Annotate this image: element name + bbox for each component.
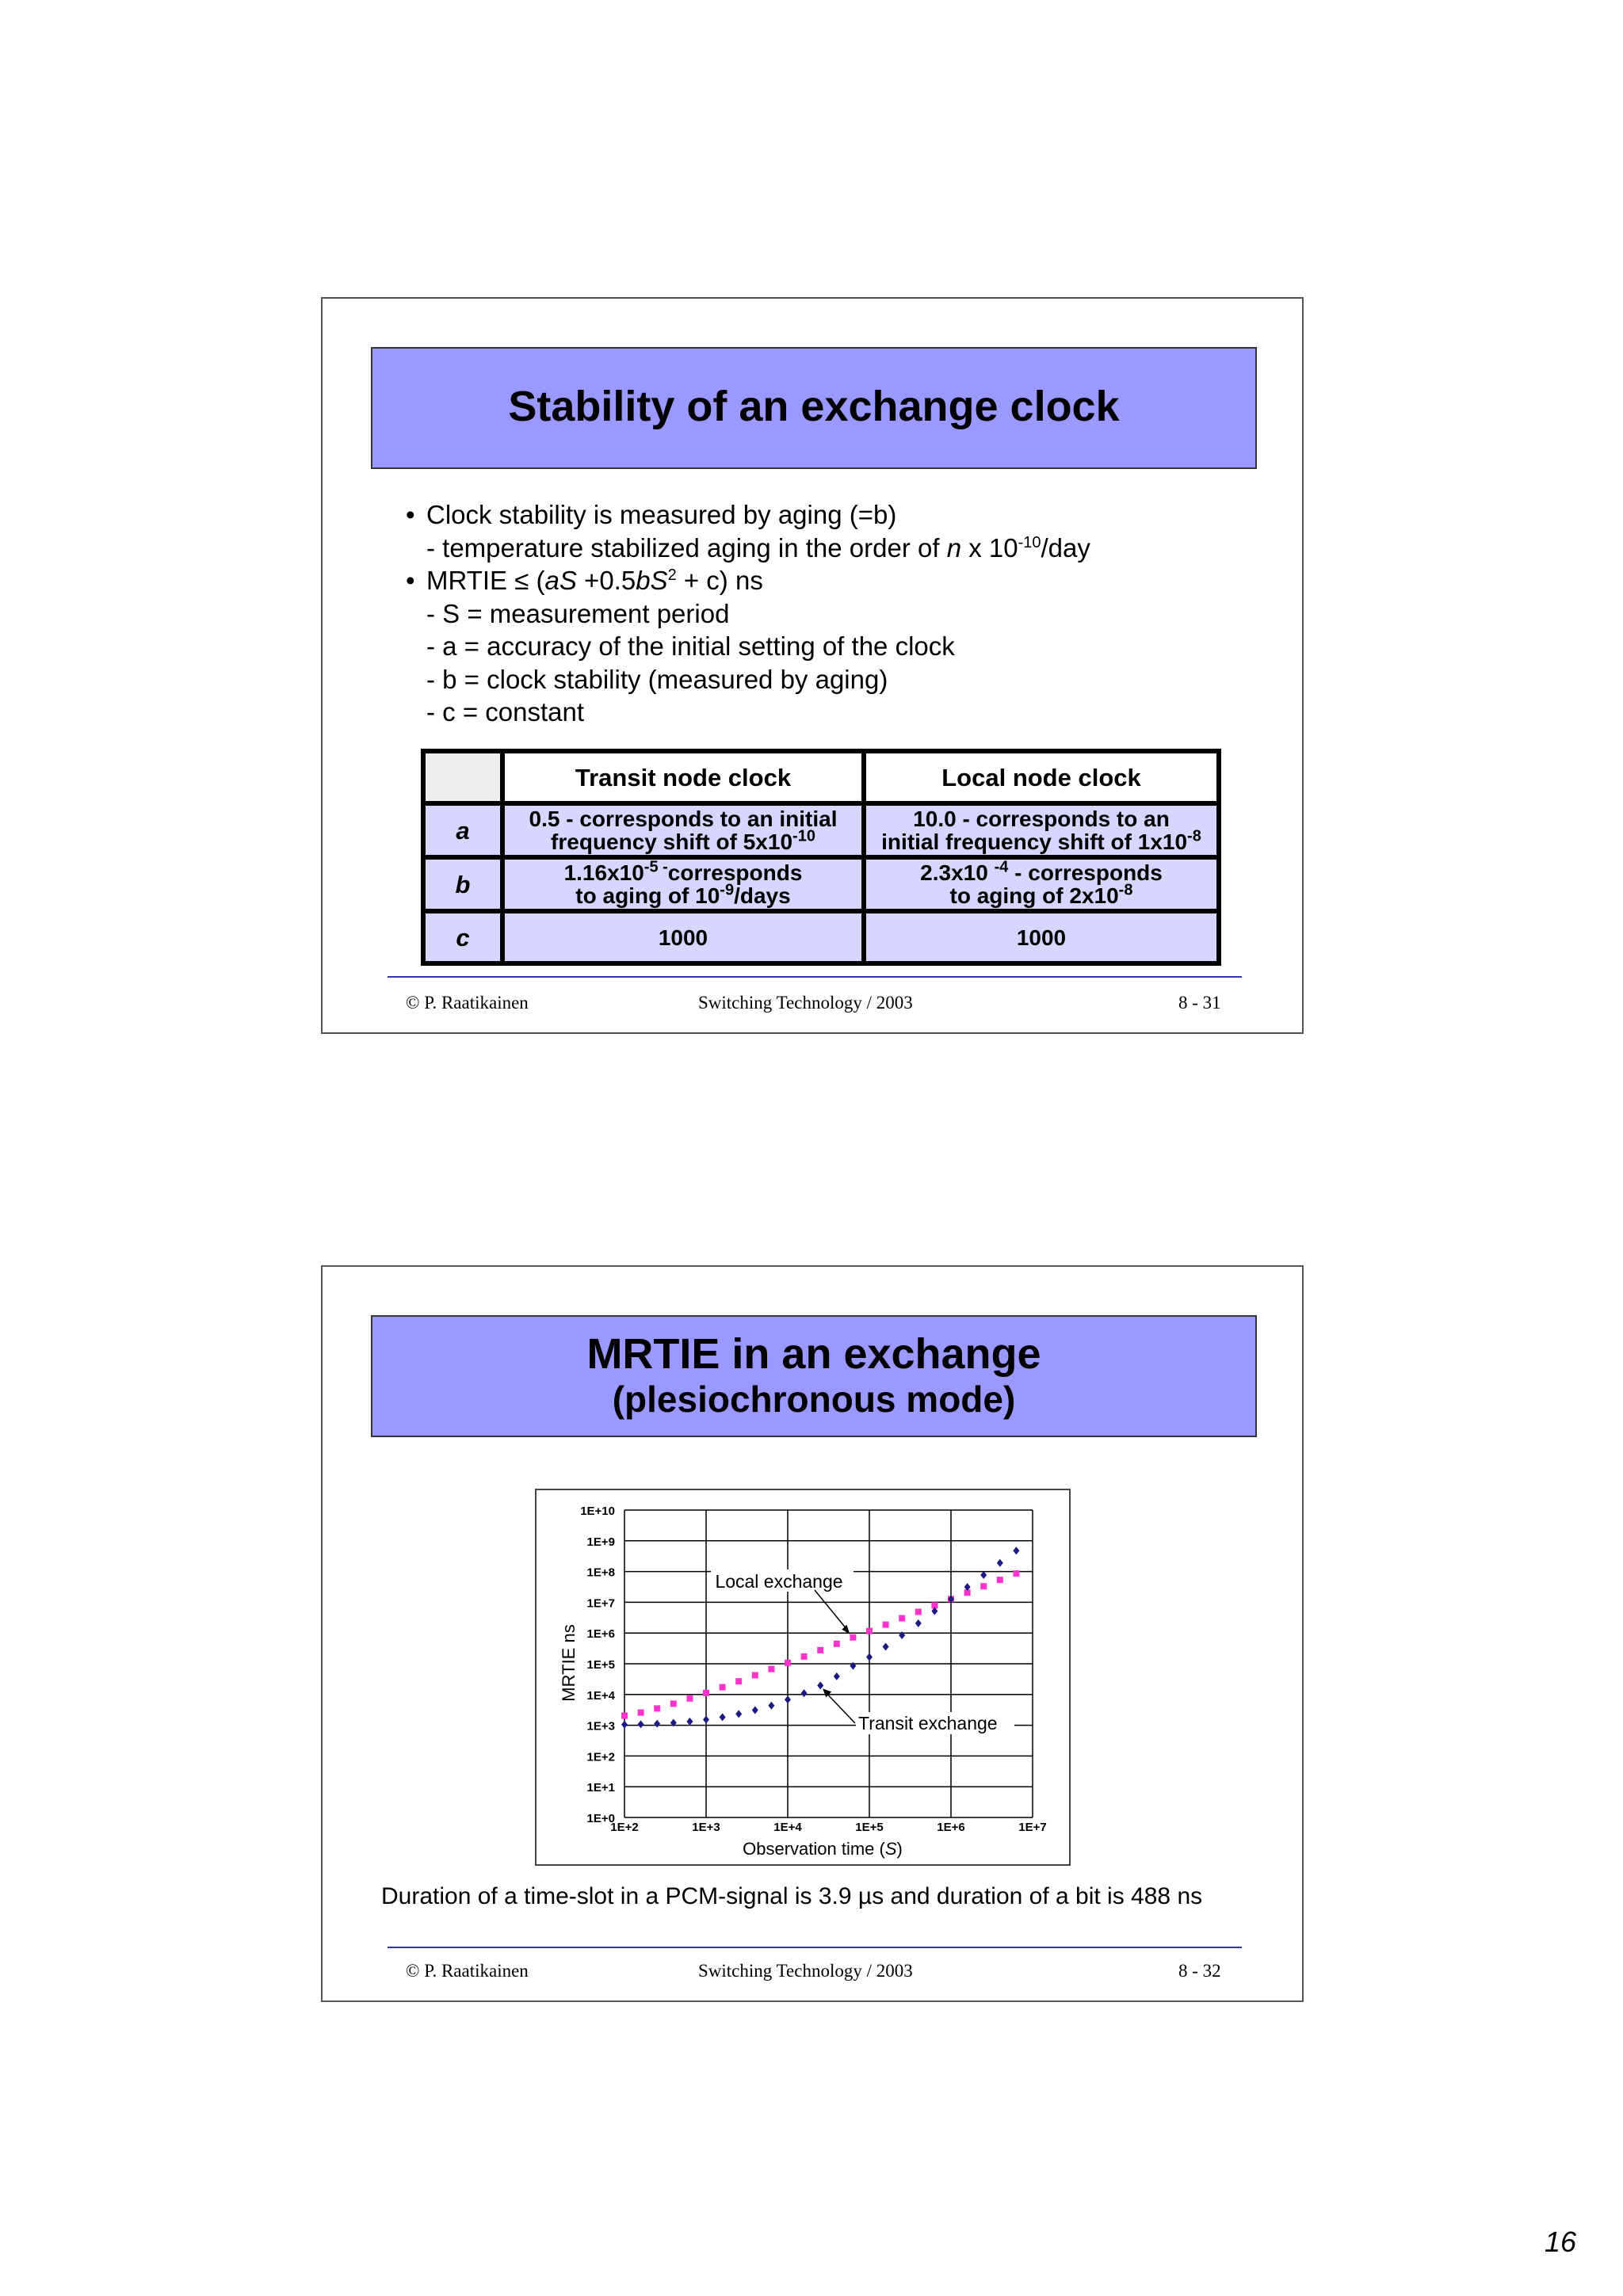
- cell-text: initial frequency shift of 1x10: [881, 830, 1188, 854]
- formula-part: + c) ns: [676, 566, 763, 595]
- bullet-item: [406, 498, 1090, 532]
- data-point-local: [899, 1615, 905, 1622]
- sub-text: - temperature stabilized aging in the order of: [426, 532, 947, 563]
- footer-rule: [388, 976, 1242, 978]
- data-point-local: [834, 1641, 840, 1647]
- mrtie-chart: [535, 1489, 1071, 1866]
- x-tick-label: 1E+2: [610, 1821, 639, 1834]
- y-axis-label: MRTIE ns: [559, 1624, 579, 1702]
- data-point-local: [621, 1713, 628, 1719]
- x-label-var: S: [884, 1839, 897, 1859]
- footer-author: © P. Raatikainen: [406, 1961, 529, 1981]
- slide-title-box: [371, 347, 1257, 469]
- data-point-local: [817, 1647, 823, 1653]
- table-cell: [864, 803, 1219, 857]
- y-tick-label: 1E+6: [586, 1627, 615, 1642]
- y-tick-label: 1E+8: [586, 1566, 615, 1580]
- cell-exponent: -9: [720, 881, 735, 899]
- bullet-subitem: - S = measurement period: [426, 598, 730, 628]
- sub-text: /day: [1041, 532, 1090, 563]
- x-tick-label: 1E+5: [855, 1821, 884, 1834]
- cell-text: - corresponds: [1008, 860, 1163, 885]
- slide-title: Stability of an exchange clock: [508, 383, 1120, 430]
- sub-text: x 10: [961, 532, 1018, 563]
- x-tick-label: 1E+4: [773, 1821, 802, 1834]
- table-row: [423, 911, 1219, 963]
- sub-var-n: n: [946, 532, 962, 563]
- y-tick-label: 1E+2: [586, 1750, 615, 1764]
- formula-exponent: 2: [667, 566, 677, 584]
- annotation-transit-exchange: Transit exchange: [858, 1713, 998, 1733]
- table-header-row: [423, 751, 1219, 803]
- data-point-local: [720, 1684, 726, 1691]
- slide-title: MRTIE in an exchange: [586, 1330, 1041, 1378]
- data-point-local: [785, 1660, 791, 1666]
- cell-exponent: -4: [994, 858, 1009, 876]
- cell-exponent: -8: [1118, 881, 1133, 899]
- table-cell: 1000: [502, 911, 864, 963]
- x-tick-label: 1E+7: [1018, 1821, 1047, 1834]
- row-label-b: b: [423, 857, 502, 911]
- bullet-subitem: - b = clock stability (measured by aging): [426, 664, 888, 694]
- page-number: 16: [1545, 2225, 1577, 2258]
- y-tick-label: 1E+0: [586, 1812, 615, 1825]
- data-point-local: [703, 1690, 709, 1696]
- cell-text: corresponds: [667, 860, 803, 885]
- footer-course: Switching Technology / 2003: [698, 993, 913, 1013]
- formula-part: +0.5: [576, 566, 636, 595]
- data-point-local: [915, 1608, 922, 1615]
- data-point-local: [686, 1695, 693, 1702]
- data-point-local: [768, 1666, 774, 1672]
- table-cell: 1000: [864, 911, 1219, 963]
- cell-exponent: -5 -: [643, 858, 668, 876]
- x-axis-label: [743, 1839, 903, 1859]
- table-header-local: Local node clock: [864, 751, 1219, 803]
- cell-line: [866, 881, 1216, 908]
- data-point-local: [670, 1700, 677, 1707]
- data-point-local: [883, 1622, 889, 1628]
- duration-note: Duration of a time-slot in a PCM-signal is 3.9 µs and duration of a bit is 488 ns: [381, 1883, 1203, 1909]
- y-tick-label: 1E+9: [586, 1535, 615, 1549]
- bullet-subitem: [406, 532, 1090, 565]
- cell-text: 2.3x10: [920, 860, 995, 885]
- cell-exponent: -10: [792, 827, 815, 845]
- row-label-a: a: [423, 803, 502, 857]
- x-tick-label: 1E+6: [937, 1821, 965, 1834]
- cell-line: [866, 858, 1216, 885]
- x-label-part: Observation time (: [743, 1839, 885, 1859]
- data-point-local: [980, 1583, 987, 1589]
- row-label-c: c: [423, 911, 502, 963]
- x-tick-label: 1E+3: [692, 1821, 720, 1834]
- table-cell: [864, 857, 1219, 911]
- footer-course: Switching Technology / 2003: [698, 1961, 913, 1981]
- clock-table: [421, 749, 1221, 966]
- cell-line: [505, 827, 861, 854]
- table-corner-cell: [423, 751, 502, 803]
- cell-line: [866, 827, 1216, 854]
- data-point-local: [1013, 1570, 1019, 1577]
- data-point-local: [997, 1577, 1003, 1583]
- table-cell: [502, 857, 864, 911]
- table-header-transit: Transit node clock: [502, 751, 864, 803]
- chart-frame: [536, 1489, 1070, 1865]
- data-point-local: [638, 1710, 644, 1716]
- cell-exponent: -8: [1187, 827, 1201, 845]
- cell-line: 0.5 - corresponds to an initial: [529, 807, 838, 831]
- bullet-dot: •: [406, 500, 415, 529]
- footer-author: © P. Raatikainen: [406, 993, 529, 1013]
- bullet-formula: [426, 564, 763, 597]
- slide-title-box: [371, 1315, 1257, 1437]
- slide-subtitle: (plesiochronous mode): [612, 1379, 1016, 1420]
- slide-stability: [321, 297, 1304, 1034]
- bullet-list: [406, 498, 1090, 729]
- bullet-item: [406, 564, 1090, 597]
- footer-rule: [388, 1947, 1242, 1948]
- data-point-local: [850, 1634, 856, 1641]
- cell-text: to aging of 10: [575, 883, 720, 908]
- bullet-dot: •: [406, 566, 415, 595]
- cell-text: to aging of 2x10: [949, 883, 1119, 908]
- table-row: [423, 803, 1219, 857]
- y-tick-label: 1E+4: [586, 1688, 615, 1703]
- x-label-part: ): [896, 1839, 903, 1859]
- cell-line: [505, 858, 861, 885]
- bullet-subitem: - c = constant: [426, 697, 585, 727]
- bullet-subitem: - a = accuracy of the initial setting of the clock: [426, 631, 955, 661]
- y-tick-label: 1E+3: [586, 1719, 615, 1733]
- data-point-local: [752, 1672, 758, 1679]
- cell-text: frequency shift of 5x10: [551, 830, 793, 854]
- cell-line: [505, 881, 861, 908]
- formula-var: aS: [544, 566, 577, 595]
- footer-slide-number: 8 - 32: [1178, 1961, 1221, 1981]
- data-point-local: [654, 1705, 660, 1711]
- sub-exponent: -10: [1018, 533, 1041, 551]
- data-point-local: [866, 1628, 873, 1634]
- y-tick-label: 1E+7: [586, 1596, 615, 1611]
- slide-mrtie: [321, 1265, 1304, 2002]
- formula-part: MRTIE ≤ (: [426, 566, 545, 595]
- data-point-local: [801, 1653, 808, 1660]
- cell-text: 1.16x10: [563, 860, 644, 885]
- annotation-local-exchange: Local exchange: [715, 1571, 843, 1592]
- cell-line: 10.0 - corresponds to an: [913, 807, 1170, 831]
- data-point-local: [735, 1678, 742, 1684]
- cell-text: /days: [734, 883, 791, 908]
- y-tick-label: 1E+5: [586, 1658, 615, 1672]
- formula-var: bS: [636, 566, 668, 595]
- table-cell: [502, 803, 864, 857]
- y-tick-label: 1E+10: [580, 1505, 615, 1518]
- table-row: [423, 857, 1219, 911]
- footer-slide-number: 8 - 31: [1178, 993, 1221, 1013]
- bullet-text: Clock stability is measured by aging (=b): [426, 500, 897, 529]
- y-tick-label: 1E+1: [586, 1781, 615, 1795]
